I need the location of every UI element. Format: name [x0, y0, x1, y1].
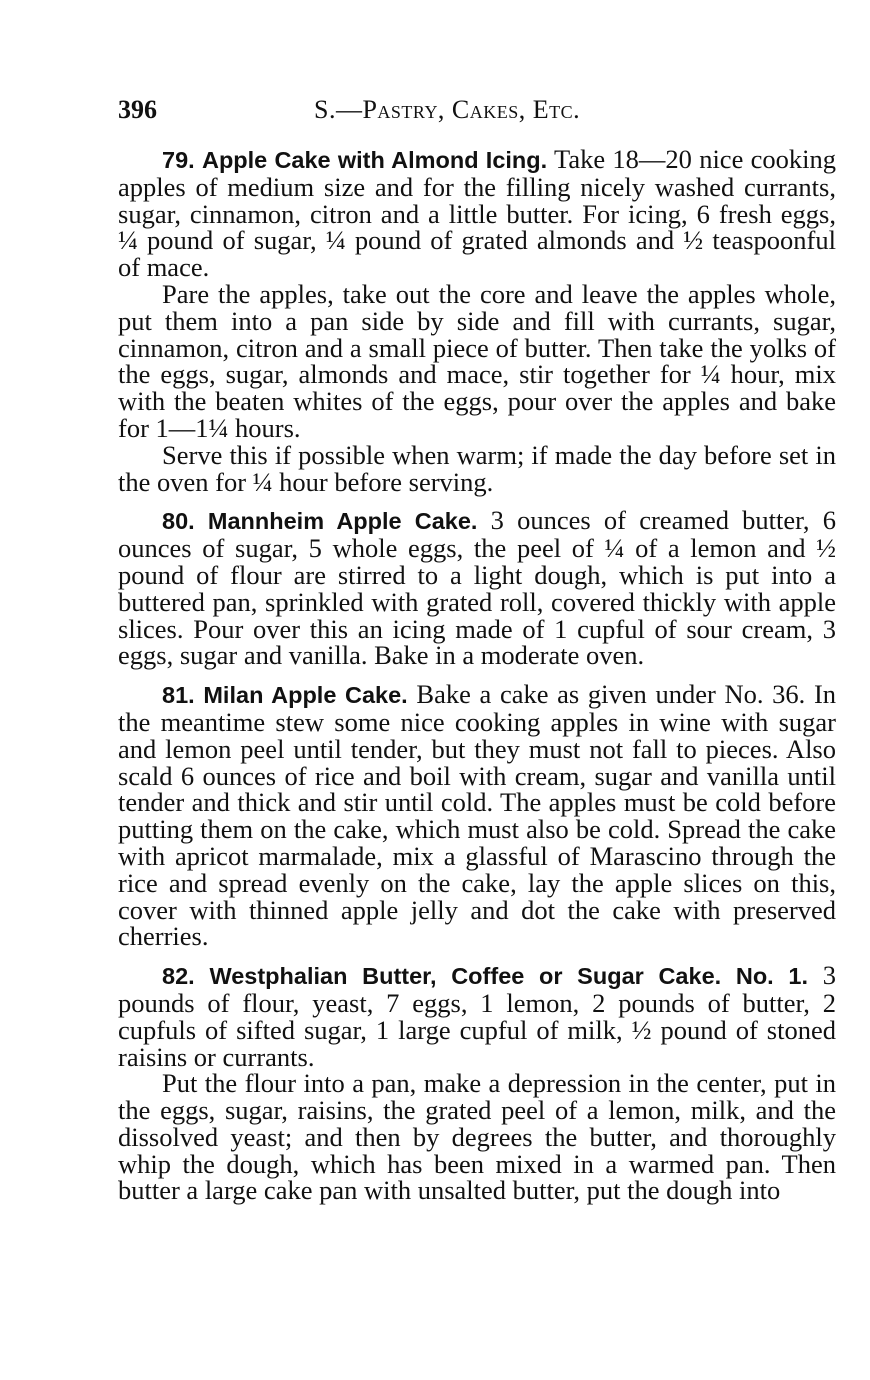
recipe-text: Take 18—20 nice cooking apples of medium size and for the filling nicely washed currants, sugar, cinnamon, citron and a little butter. For icing, 6 fresh eggs, ¼ pound of sugar, ¼ pound of grated almonds and ½ teaspoonful of mace.	[118, 144, 837, 283]
recipe-paragraph	[118, 146, 836, 281]
section-title: S.—Pastry, Cakes, Etc.	[314, 95, 581, 124]
running-head	[118, 92, 836, 128]
recipe-title: Westphalian Butter, Coffee or Sugar Cake. No. 1.	[209, 963, 808, 990]
recipe-81	[118, 681, 836, 950]
recipe-text: 3 pounds of flour, yeast, 7 eggs, 1 lemon, 2 pounds of butter, 2 cupfuls of sifted sugar, 1 large cupful of milk, ½ pound of stoned raisins or currants.	[118, 960, 837, 1072]
book-page	[118, 92, 836, 1216]
recipe-number: 82.	[162, 963, 195, 990]
recipe-text: 3 ounces of creamed butter, 6 ounces of sugar, 5 whole eggs, the peel of ¼ of a lemon and ½ pound of flour are stirred to a light dough, which is put into a buttered pan, sprinkled with grated roll, covered thickly with apple slices. Pour over this an icing made of 1 cupful of sour cream, 3 eggs, sugar and vanilla. Bake in a moderate oven.	[118, 505, 837, 671]
recipe-title: Milan Apple Cake.	[203, 682, 408, 709]
recipe-paragraph: Serve this if possible when warm; if made the day before set in the oven for ¼ hour before serving.	[118, 439, 836, 497]
recipe-paragraph	[118, 507, 836, 669]
recipe-text: Bake a cake as given under No. 36. In the meantime stew some nice cooking apples in wine with sugar and lemon peel until tender, but they must not fall to pieces. Also scald 6 ounces of rice and boil with cream, sugar and vanilla until tender and thick and stir until cold. The apples must be cold before putting them on the cake, which must also be cold. Spread the cake with apricot marmalade, mix a glassful of Marascino through the rice and spread evenly on the cake, lay the apple slices on this, cover with thinned apple jelly and dot the cake with preserved cherries.	[118, 679, 837, 952]
recipe-80	[118, 507, 836, 669]
recipe-paragraph: Put the flour into a pan, make a depression in the center, put in the eggs, sugar, raisins, the grated peel of a lemon, milk, and the dissolved yeast; and then by degrees the butter, and thoroughly whip the dough, which has been mixed in a warmed pan. Then butter a large cake pan with unsalted butter, put the dough into	[118, 1068, 836, 1206]
recipe-number: 80.	[162, 508, 195, 535]
recipe-paragraph	[118, 962, 836, 1070]
recipe-paragraph	[118, 681, 836, 950]
recipe-number: 81.	[162, 682, 195, 709]
recipe-title: Apple Cake with Almond Icing.	[201, 147, 548, 173]
recipe-paragraph: Pare the apples, take out the core and leave the apples whole, put them into a pan side by side and fill with currants, sugar, cinnamon, citron and a small piece of butter. Then take the yolks of the eggs, sugar, almonds and mace, stir together for ¼ hour, mix with the beaten whites of the eggs, pour over the apples and bake for 1—1¼ hours.	[118, 278, 836, 443]
recipe-79	[118, 146, 836, 495]
recipe-title: Mannheim Apple Cake.	[207, 508, 478, 535]
recipe-82	[118, 962, 836, 1204]
recipe-number: 79.	[162, 147, 195, 173]
page-number: 396	[118, 95, 157, 124]
